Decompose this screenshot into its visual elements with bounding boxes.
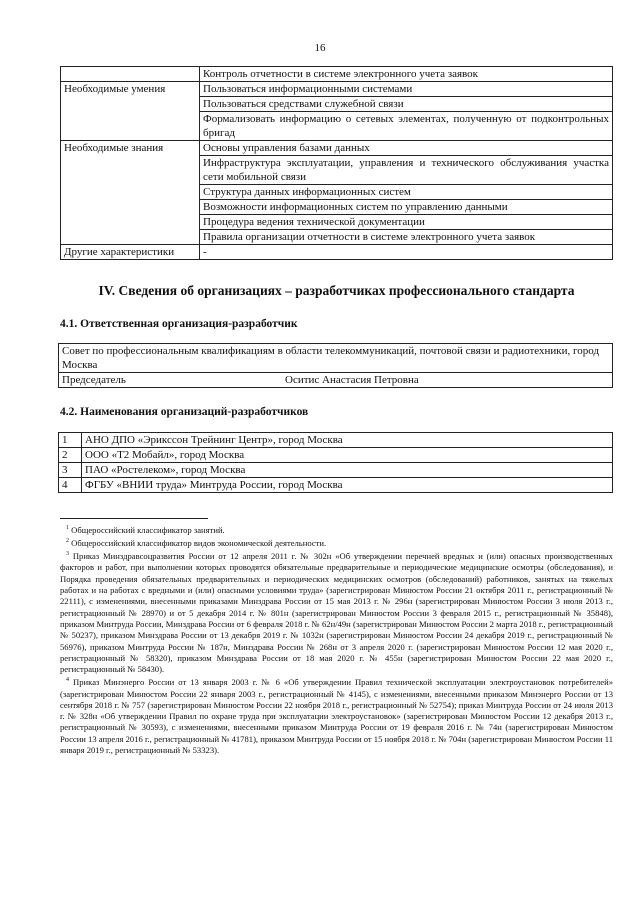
table-row — [61, 245, 613, 260]
row-value: Контроль отчетности в системе электронного учета заявок — [200, 67, 613, 82]
responsible-org-table — [58, 343, 613, 388]
developer-number: 3 — [59, 463, 82, 478]
subsection-title-responsible: 4.1. Ответственная организация-разработчик — [60, 318, 298, 330]
developer-name: ПАО «Ростелеком», город Москва — [82, 463, 613, 478]
footnote — [60, 549, 613, 675]
row-value: Основы управления базами данных — [200, 141, 613, 156]
footnotes — [60, 523, 613, 756]
row-value: Пользоваться средствами служебной связи — [200, 97, 613, 112]
developers-table — [58, 432, 613, 493]
skills-table — [60, 66, 613, 260]
footnote — [60, 536, 613, 549]
table-row — [61, 141, 613, 156]
table-row — [61, 82, 613, 97]
footnote-mark: 3 — [66, 551, 69, 558]
row-value: Структура данных информационных систем — [200, 185, 613, 200]
table-row — [59, 448, 613, 463]
footnote-text: Общероссийский классификатор видов экономической деятельности. — [71, 538, 327, 549]
footnote-mark: 1 — [66, 525, 69, 531]
row-value: Процедура ведения технической документации — [200, 215, 613, 230]
chair-label: Председатель — [59, 373, 196, 388]
section-title: IV. Сведения об организациях – разработчиках профессионального стандарта — [98, 283, 575, 298]
row-value: - — [200, 245, 613, 260]
developer-name: ФГБУ «ВНИИ труда» Минтруда России, город Москва — [82, 478, 613, 493]
footnote-text: Приказ Минэнерго России от 13 января 2003 г. № 6 «Об утверждении Правил технической эксплуатации электроустановок потребителей» (зарегистрирован Минюстом России 22 января 2003 г., регистрационный № 4145), с изменениями, внесенными приказом Минэнерго России от 13 сентября 2018 г. № 757 (зарегистрирован Минюстом России 22 ноября 2018 г., регистрационный № 52754); приказ Минтруда России от 24 июля 2013 г. № 328н «Об утверждении Правил по охране труда при эксплуатации электроустановок» (зарегистрирован Минюстом России 12 декабря 2013 г., регистрационный № 30593), с изменениями, внесенными приказом Минтруда России от 19 февраля 2016 г. № 74н (зарегистрирован Минюстом России 13 апреля 2016 г., регистрационный № 41781), приказом Минтруда России от 15 ноября 2018 г. № 704н (зарегистрирован Минюстом России 11 января 2019 г., регистрационный № 53323). — [60, 677, 613, 756]
row-label-knowledge: Необходимые знания — [61, 141, 200, 245]
row-label-skills: Необходимые умения — [61, 82, 200, 141]
developer-number: 1 — [59, 433, 82, 448]
developer-number: 2 — [59, 448, 82, 463]
table-row — [59, 344, 613, 373]
footnote-mark: 2 — [66, 538, 69, 545]
developer-name: ООО «Т2 Мобайл», город Москва — [82, 448, 613, 463]
table-row — [59, 433, 613, 448]
row-value: Инфраструктура эксплуатации, управления и технического обслуживания участка сети мобильной связи — [200, 156, 613, 185]
page-number: 16 — [314, 42, 326, 54]
footnote — [60, 523, 613, 536]
developer-name: АНО ДПО «Эриксcон Трейнинг Центр», город Москва — [82, 433, 613, 448]
row-value: Возможности информационных систем по управлению данными — [200, 200, 613, 215]
footnote — [60, 675, 613, 756]
chair-name: Оситис Анастасия Петровна — [195, 373, 613, 388]
footnote-divider — [60, 518, 208, 519]
row-value: Правила организации отчетности в системе электронного учета заявок — [200, 230, 613, 245]
row-label — [61, 67, 200, 82]
table-row — [59, 373, 613, 388]
responsible-org-name: Совет по профессиональным квалификациям в области телекоммуникаций, почтовой связи и радиотехники, город Москва — [59, 344, 613, 373]
table-row — [59, 463, 613, 478]
footnote-text: Общероссийский классификатор занятий. — [71, 524, 225, 535]
row-label-other: Другие характеристики — [61, 245, 200, 260]
footnote-text: Приказ Минздравсоцразвития России от 12 апреля 2011 г. № 302н «Об утверждении перечней вредных и (или) опасных производственных факторов и работ, при выполнении которых проводятся обязательные предварительные и периодические медицинские осмотры (обследования), и Порядка проведения обязательных предварительных и периодических медицинских осмотров (обследований) работников, занятых на тяжелых работах и на работах с вредными и (или) опасными условиями труда» (зарегистрирован Минюстом России 21 октября 2011 г., регистрационный № 22111), с изменениями, внесенными приказами Минздрава России от 15 мая 2013 г. № 296н (зарегистрирован Минюстом России 3 июля 2013 г., регистрационный № 28970) и от 5 декабря 2014 г. № 801н (зарегистрирован Минюстом России 3 февраля 2015 г., регистрационный № 35848), приказом Минтруда России, Минздрава России от 6 февраля 2018 г. № 62н/49н (зарегистрирован Минюстом России 2 марта 2018 г., регистрационный № 50237), приказом Минздрава России от 13 декабря 2019 г. № 1032н (зарегистрирован Минюстом России 24 декабря 2019 г., регистрационный № 56976), приказом Минтруда России № 187н, Минздрава России № 268н от 3 апреля 2020 г. (зарегистрирован Минюстом России 12 мая 2020 г., регистрационный № 58320), приказом Минздрава России от 18 мая 2020 г. № 455н (зарегистрирован Минюстом России 22 мая 2020 г., регистрационный № 58430). — [60, 551, 613, 675]
table-row — [61, 67, 613, 82]
developer-number: 4 — [59, 478, 82, 493]
subsection-title-developers: 4.2. Наименования организаций-разработчиков — [60, 406, 309, 418]
table-row — [59, 478, 613, 493]
footnote-mark: 4 — [66, 677, 69, 684]
row-value: Пользоваться информационными системами — [200, 82, 613, 97]
row-value: Формализовать информацию о сетевых элементах, полученную от подконтрольных бригад — [200, 112, 613, 141]
